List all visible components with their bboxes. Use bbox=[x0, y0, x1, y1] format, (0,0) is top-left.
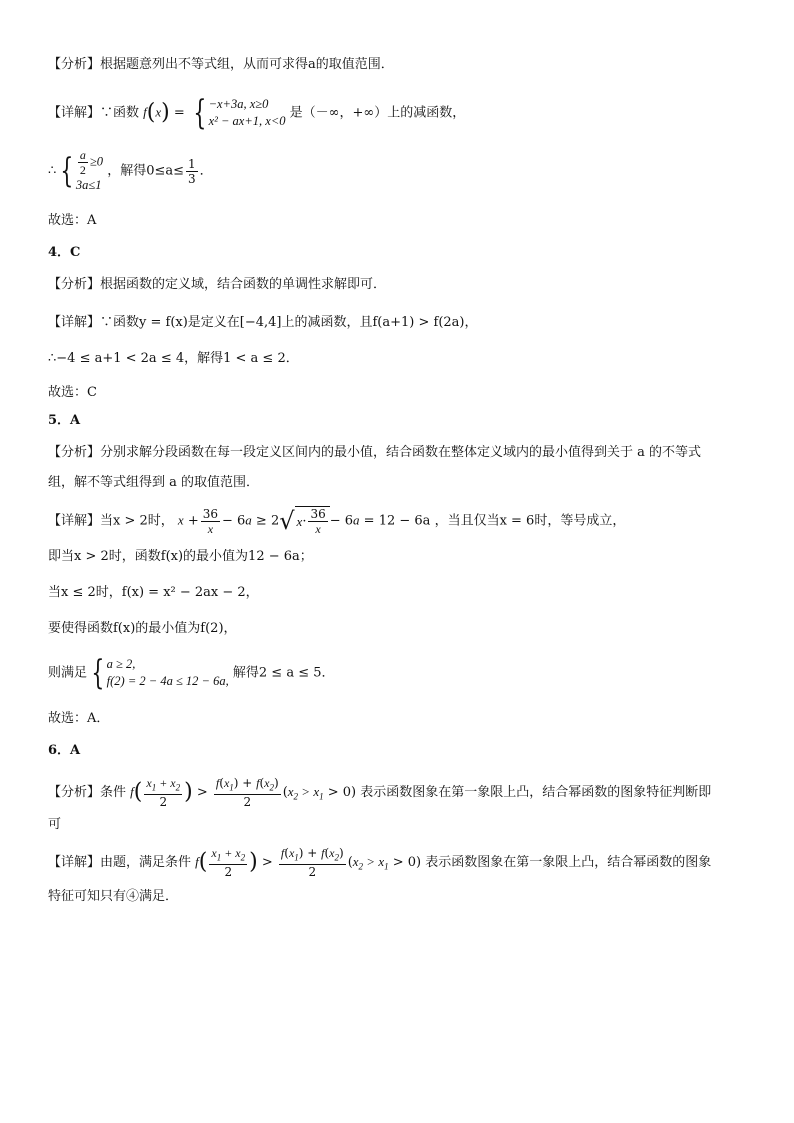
sys-5-2: f(2) = 2 − 4a ≤ 12 − 6a, bbox=[106, 674, 229, 688]
question-4-number: 4．C bbox=[48, 245, 81, 260]
analysis-3: 【分析】根据题意列出不等式组，从而可求得a的取值范围． bbox=[48, 57, 394, 72]
result-3: ，解得0≤a≤ bbox=[107, 163, 184, 179]
choice-5: 故选：A． bbox=[48, 711, 110, 726]
choice-4: 故选：C bbox=[48, 385, 97, 400]
analysis-4: 【分析】根据函数的定义域，结合函数的单调性求解即可． bbox=[48, 277, 387, 292]
derive-4: ∴−4 ≤ a+1 < 2a ≤ 4，解得1 < a ≤ 2． bbox=[48, 351, 299, 366]
require-line-5: 要使得函数f(x)的最小值为f(2)， bbox=[48, 621, 237, 636]
detail-5-head: 【详解】当x > 2时， bbox=[48, 513, 174, 529]
sys-5-1: a ≥ 2, bbox=[106, 657, 136, 671]
detail-5-tail: ，当且仅当x = 6时，等号成立， bbox=[434, 513, 626, 529]
analysis-6-line2: 可 bbox=[48, 817, 62, 832]
min-line-5: 即当x > 2时，函数f(x)的最小值为12 − 6a； bbox=[48, 549, 313, 564]
detail-3: 【详解】∵函数 f(x) = { −x+3a, x≥0 x² − ax+1, x<0 是（－∞，+∞）上的减函数， bbox=[48, 93, 466, 133]
case-line-5: 当x ≤ 2时，f(x) = x² − 2ax − 2， bbox=[48, 585, 259, 600]
sys1-rel: ≥0 bbox=[89, 154, 104, 169]
sys-prefix: 则满足 bbox=[48, 665, 88, 681]
detail-5: 【详解】当x > 2时， x + $\frac{36}{x}$ − 6a ≥ 2 √ x · $\frac{36}{x}$ − 6a = 12 − 6a ，当且仅当x = 6时，等号成立， bbox=[48, 506, 626, 536]
detail-6-head: 【详解】由题，满足条件 bbox=[48, 855, 192, 871]
piece-1: −x+3a, x≥0 bbox=[208, 97, 269, 111]
detail-6: 【详解】由题，满足条件 f( $\frac{x_1 + x_2}{2}$ ) > $\frac{f(x_1) + f(x_2)}{2}$ $(x_2 > x_1 > 0)$ 表示函数图象在第一象限上凸，结合幂函数的图象 bbox=[48, 846, 712, 880]
detail-6-tail: 表示函数图象在第一象限上凸，结合幂函数的图象 bbox=[425, 855, 712, 871]
question-5-number: 5．A bbox=[48, 413, 81, 428]
piece-2: x² − ax+1, x<0 bbox=[208, 114, 286, 128]
analysis-5-line2: 组，解不等式组得到 a 的取值范围． bbox=[48, 475, 260, 490]
analysis-6-head: 【分析】条件 bbox=[48, 785, 127, 801]
choice-3: 故选：A bbox=[48, 213, 97, 228]
detail-4: 【详解】∵函数y = f(x)是定义在[−4,4]上的减函数，且f(a+1) > f(2a)， bbox=[48, 315, 478, 330]
detail-6-line2: 特征可知只有④满足． bbox=[48, 889, 179, 904]
analysis-5-line1: 【分析】分别求解分段函数在每一段定义区间内的最小值，结合函数在整体定义域内的最小值得到关于 a 的不等式 bbox=[48, 445, 702, 460]
eq-rhs: = 12 − 6a bbox=[363, 513, 431, 529]
analysis-6-tail: 表示函数图象在第一象限上凸，结合幂函数的图象特征判断即 bbox=[360, 785, 712, 801]
system-5: 则满足 { a ≥ 2, f(2) = 2 − 4a ≤ 12 − 6a, 解得2 ≤ a ≤ 5． bbox=[48, 653, 335, 693]
detail-3-intro: 【详解】∵函数 bbox=[48, 105, 140, 121]
analysis-6: 【分析】条件 f( $\frac{x_1 + x_2}{2}$ ) > $\frac{f(x_1) + f(x_2)}{2}$ $(x_2 > x_1 > 0)$ 表示函数图象在第一象限上凸，结合幂函数的图象特征判断即 bbox=[48, 776, 712, 810]
detail-3-suffix: 是（－∞，+∞）上的减函数， bbox=[289, 105, 466, 121]
question-6-number: 6．A bbox=[48, 743, 81, 758]
sys-result: 解得2 ≤ a ≤ 5． bbox=[232, 665, 335, 681]
therefore-3: ∴ { $\frac{a}{2}$ ≥0 3a≤1 ，解得0≤a≤ $\frac{1}{3}$ ． bbox=[48, 148, 213, 192]
sys2: 3a≤1 bbox=[75, 178, 102, 192]
